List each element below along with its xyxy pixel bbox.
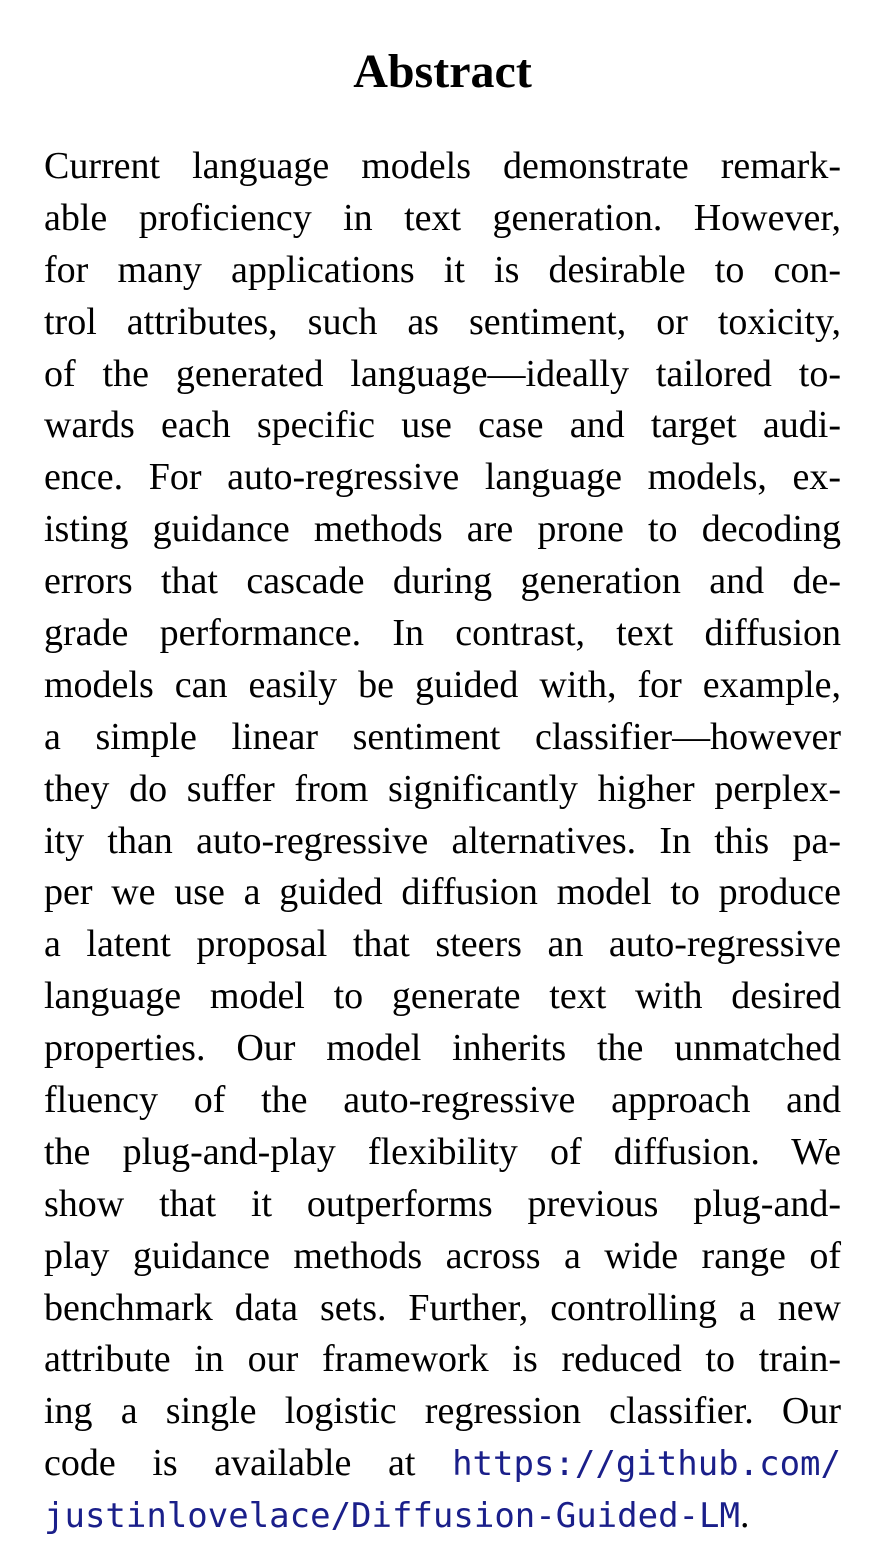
abstract-line: properties. Our model inherits the unmatched	[44, 1027, 841, 1070]
code-link-line	[44, 1490, 841, 1542]
abstract-line: errors that cascade during generation and de-	[44, 560, 841, 603]
abstract-line: fluency of the auto-regressive approach and	[44, 1079, 841, 1122]
abstract-line: of the generated language—ideally tailored to-	[44, 352, 841, 395]
abstract-line: able proficiency in text generation. However,	[44, 196, 841, 239]
abstract-line: they do suffer from significantly higher perplex-	[44, 767, 841, 810]
abstract-line: grade performance. In contrast, text diffusion	[44, 612, 841, 655]
abstract-line: language model to generate text with desired	[44, 975, 841, 1018]
abstract-line: show that it outperforms previous plug-and-	[44, 1182, 841, 1225]
abstract-body	[44, 141, 841, 1542]
repo-link-part1[interactable]: https://github.com/	[452, 1444, 841, 1485]
code-availability-text: code is available at	[44, 1442, 453, 1485]
abstract-line: ing a single logistic regression classifier. Our	[44, 1390, 841, 1433]
abstract-line: Current language models demonstrate remark-	[44, 145, 841, 187]
abstract-line: a simple linear sentiment classifier—however	[44, 715, 841, 758]
code-availability-line	[44, 1438, 841, 1490]
abstract-line: per we use a guided diffusion model to produce	[44, 871, 841, 914]
abstract-line: benchmark data sets. Further, controlling a new	[44, 1286, 841, 1329]
final-period: .	[739, 1494, 750, 1537]
abstract-line: wards each specific use case and target audi-	[44, 404, 841, 447]
abstract-title: Abstract	[353, 45, 532, 98]
abstract-line: models can easily be guided with, for example,	[44, 663, 841, 706]
abstract-line: a latent proposal that steers an auto-regressive	[44, 923, 841, 966]
abstract-line: ity than auto-regressive alternatives. In this pa-	[44, 819, 841, 862]
abstract-line: attribute in our framework is reduced to train-	[44, 1338, 841, 1381]
abstract-line: isting guidance methods are prone to decoding	[44, 508, 841, 551]
abstract-line: ence. For auto-regressive language models, ex-	[44, 456, 841, 499]
abstract-line: trol attributes, such as sentiment, or toxicity,	[44, 300, 841, 343]
abstract-line: the plug-and-play flexibility of diffusion. We	[44, 1130, 841, 1173]
abstract-line: play guidance methods across a wide range of	[44, 1234, 841, 1277]
repo-link-part2[interactable]: justinlovelace/Diffusion-Guided-LM	[44, 1496, 740, 1537]
abstract-line: for many applications it is desirable to con-	[44, 248, 841, 291]
